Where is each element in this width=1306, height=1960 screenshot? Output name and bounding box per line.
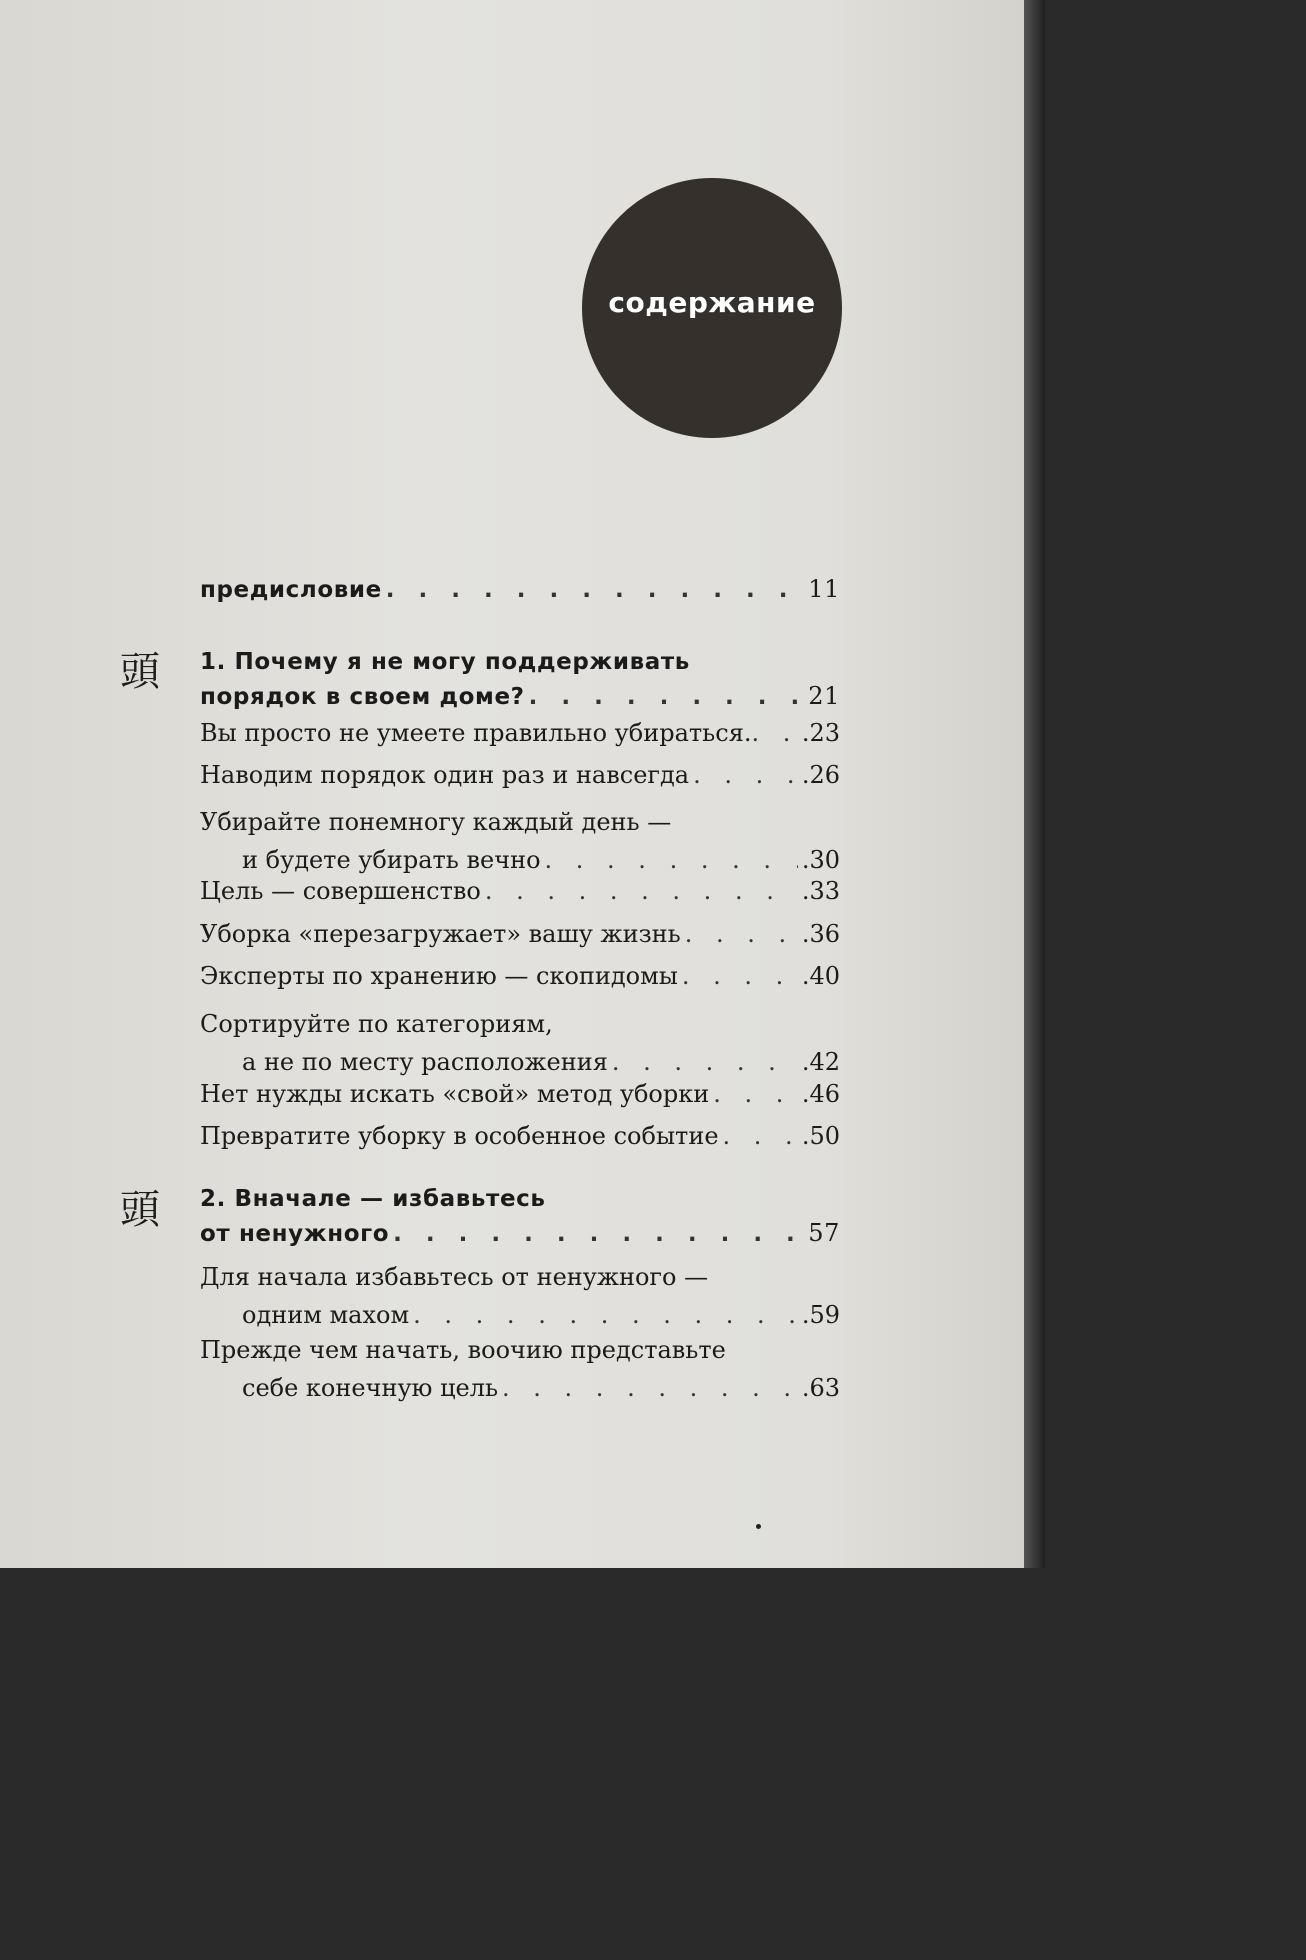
- toc-page-number: .59: [801, 1301, 840, 1329]
- toc-page-number: .26: [801, 761, 840, 789]
- toc-entry-chapter-1[interactable]: [200, 645, 840, 714]
- toc-entry-preface[interactable]: [200, 575, 840, 603]
- toc-entry-section[interactable]: [200, 1122, 840, 1150]
- dot-leader: [612, 1043, 798, 1081]
- toc-entry-section[interactable]: [200, 877, 840, 905]
- toc-page-number: .23: [801, 719, 840, 747]
- toc-page-number: .33: [801, 877, 840, 905]
- toc-entry-title: Вы просто не умеете правильно убираться.: [200, 719, 752, 747]
- page-edge-shadow: [1024, 0, 1045, 1568]
- dot-leader: [386, 577, 804, 603]
- dot-leader: [693, 761, 798, 789]
- toc-entry-section[interactable]: [200, 761, 840, 789]
- chapter-mark-icon: 頭: [120, 649, 160, 695]
- contents-title: содержание: [608, 285, 816, 319]
- toc-entry-title-cont: и будете убирать вечно: [242, 846, 541, 874]
- toc-page-number: .42: [801, 1048, 840, 1076]
- toc-page-number: 57: [808, 1219, 840, 1247]
- toc-entry-title: Нет нужды искать «свой» метод уборки: [200, 1080, 710, 1108]
- toc-entry-title: 2. Вначале — избавьтесь: [200, 1186, 546, 1212]
- toc-entry-title-cont: а не по месту расположения: [242, 1048, 608, 1076]
- toc-page-number: .40: [801, 962, 840, 990]
- toc-page-number: 11: [808, 575, 840, 603]
- dot-leader: [502, 1369, 798, 1407]
- toc-entry-title-cont: порядок в своем доме?: [200, 684, 525, 710]
- toc-entry-title: Убирайте понемногу каждый день —: [200, 808, 672, 836]
- dot-leader: [529, 680, 805, 714]
- toc-entry-section[interactable]: [200, 719, 840, 747]
- toc-entry-section[interactable]: [200, 1258, 840, 1334]
- toc-entry-title: 1. Почему я не могу поддерживать: [200, 649, 690, 675]
- toc-entry-title: Эксперты по хранению — скопидомы: [200, 962, 678, 990]
- toc-page-number: .30: [801, 846, 840, 874]
- toc-entry-title: Сортируйте по категориям,: [200, 1010, 553, 1038]
- toc-entry-title: Наводим порядок один раз и навсегда: [200, 761, 690, 789]
- toc-entry-title-cont: от ненужного: [200, 1221, 390, 1247]
- toc-page-number: .46: [801, 1080, 840, 1108]
- toc-page-number: .36: [801, 920, 840, 948]
- toc-entry-title: Превратите уборку в особенное событие: [200, 1122, 719, 1150]
- toc-entry-chapter-2[interactable]: [200, 1182, 840, 1251]
- toc-entry-title-cont: одним махом: [242, 1301, 410, 1329]
- dot-leader: [682, 962, 798, 990]
- dot-leader: [393, 1217, 804, 1251]
- toc-entry-title: Прежде чем начать, воочию представьте: [200, 1336, 726, 1364]
- toc-page-number: .63: [801, 1374, 840, 1402]
- toc-entry-title: Уборка «перезагружает» вашу жизнь: [200, 920, 681, 948]
- toc-page-number: 21: [808, 682, 840, 710]
- dot-leader: [545, 841, 798, 879]
- toc-entry-section[interactable]: [200, 803, 840, 879]
- toc-entry-section[interactable]: [200, 1080, 840, 1108]
- dot-leader: [685, 920, 798, 948]
- dot-leader: [485, 877, 798, 905]
- dot-leader: [713, 1080, 798, 1108]
- dot-leader: [413, 1296, 798, 1334]
- dot-leader: [751, 719, 801, 747]
- toc-entry-title: Цель — совершенство: [200, 877, 481, 905]
- toc-entry-section[interactable]: [200, 962, 840, 990]
- chapter-mark-icon: 頭: [120, 1187, 160, 1233]
- print-speck: [756, 1524, 761, 1529]
- toc-entry-title: Для начала избавьтесь от ненужного —: [200, 1263, 709, 1291]
- toc-entry-section[interactable]: [200, 1331, 840, 1407]
- toc-entry-section[interactable]: [200, 1005, 840, 1081]
- toc-entry-title: предисловие: [200, 577, 382, 603]
- toc-entry-title-cont: себе конечную цель: [242, 1374, 499, 1402]
- dot-leader: [723, 1122, 798, 1150]
- table-of-contents: [120, 0, 844, 1568]
- toc-entry-section[interactable]: [200, 920, 840, 948]
- toc-page-number: .50: [801, 1122, 840, 1150]
